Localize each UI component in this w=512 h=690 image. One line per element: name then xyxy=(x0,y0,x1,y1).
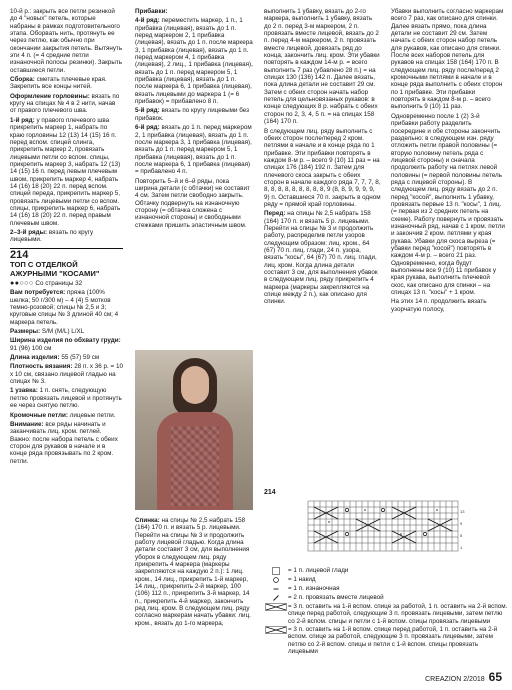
row-label: 1-й ряд: xyxy=(10,116,35,124)
column-1 xyxy=(10,8,123,467)
cable-right-icon xyxy=(264,626,288,634)
section-text: все ряды начинать и заканчивать лиц. кром. петлей. Важно: после набора петель с обеих сторон для рукавов в начале и в конце ряда провязывать по 2 кром. петли. xyxy=(10,420,118,465)
section-heading: Длина изделия: xyxy=(10,354,60,362)
section-text: S/M (M/L) L/XL xyxy=(41,328,85,336)
difficulty-line xyxy=(10,280,123,287)
chart-number: 214 xyxy=(264,489,276,496)
section-heading: Вам потребуется: xyxy=(10,289,66,297)
legend-text: = 3 п. оставить на 1-й вспом. спице перед работой, 1 п. оставить на 2-й вспом. спице за работой, следующие 3 п. провязать лицевыми, затем петлю со 2-й вспом. спицы и петли с 1-й вспом. спицы провязать лицевыми xyxy=(288,626,498,656)
density-section xyxy=(10,363,123,385)
empty-cell-icon xyxy=(264,567,288,575)
section-text: 28 п. x 36 р. = 10 x 10 см, связано лицевой гладью на спицах № 3. xyxy=(10,363,123,386)
row-text: вязать до 1 п. перед маркером 2, 1 прибавка (лицевая), вязать до 1 п. после маркера 3, 1 прибавка (лицевая), вязать до 1 п. перед маркером 5, 1 прибавка (лицевая), вязать до 1 п. после маркера 6, 1 прибавка (лицевая) = прибавлено 4 п. xyxy=(135,124,252,176)
section-heading: Размеры: xyxy=(10,328,41,336)
legend-item xyxy=(264,594,509,602)
svg-text:13: 13 xyxy=(460,509,465,514)
legend-item xyxy=(264,603,509,625)
legend-text: = 2 п. провязать вместе лицевой xyxy=(288,594,384,601)
paragraph: Повторить 5–й и 6–й ряды, пока ширина детали (с обтачки) не составит 4 см. Затем петли свободно закрыть. Обтачку подвернуть на изнаночную сторону (= обтачка сложена с изнаночной стороны) и свободными стежками пришить эластичным швом. xyxy=(135,177,250,229)
paragraph: Убавки выполнить согласно маркерам всего 7 раз, как описано для спинки. Далее вязать прямо, пока длина детали не составит 29 см. Затем начать с обеих сторон набор петель для рукавов, как описано для спинки. После всех наборов петель для рукавов на спицах 158 (164) 170 п. В следующем лиц. ряду после/перед 2 кромочными петлями в начале и в конце ряда выполнить с обеих сторон по 1 прибавке. Эти прибавки повторять в каждом 8-м р. – всего выполнить 9 (10) 11 раз. xyxy=(391,8,504,111)
row-text: вязать по кругу лицевыми. xyxy=(10,228,94,244)
section-heading: 1 узавка: xyxy=(10,387,38,395)
row-label: 6-й ряд: xyxy=(135,124,160,132)
column-2 xyxy=(135,8,253,231)
row-text: переместить маркер, 1 п., 1 прибавка (лицевая), вязать до 1 п. перед маркером 2, 1 прибавка (лицевая), вязать до 1 п. после маркера 3, 1 прибавка (лицевая), вязать до 1 п. перед маркером 4, 1 прибавка (лицевая), 2 лиц., 1 прибавка (лицевая), вязать до 1 п. перед маркером 5, 1 прибавка (лицевая), вязать до 1 п. после маркера 6, 1 прибавка (лицевая), вязать лицевыми до маркера 1 (= 6 прибавок) = прибавлено 8 п. xyxy=(135,17,253,106)
paragraph: 10-й р.: закрыть все петли резинкой до 4 "новых" петель, которые набраны в рамках подготовительного этапа. Оборвать нить, протянуть ее через петлю, как обычно при окончании закрытия петель. Вытянуть эти 4 п. (= 4 средние петли изнаночной полосы резинки). Закрыть оставшиеся петли. xyxy=(10,8,123,74)
band-section xyxy=(10,387,123,409)
paragraph: Одновременно после 1 (2) 3-й прибавки работу разделить посередине и обе стороны закончить раздельно: в следующем изн. ряду отложить петли правой половины (= вторую половину петель ряда с лицевой стороны) и сначала продолжить работу на петлях левой половины (= первой половины петель ряда с лицевой стороны). В следующем лиц. ряду вязать до 2 п. перед "косой", выполнить 1 убавку, провязать первые 13 п. "косы", 1 лиц. (= первая из 2 средних петель на схеме). Работу повернуть и провязать изнаночный ряд, начав с 1 кром. петли и закончив 2 кром. петлями у края рукава. Убавки для скоса выреза (= убавки перед "косой") повторять в каждом 4-м р. – всего 21 раз. Одновременно, когда будут выполнены все 9 (10) 11 прибавок у края рукава, выполнить плечевой скос, как описано для спинки – на спицах 13 п. "косы" + 1 кром. xyxy=(391,112,505,297)
page-reference: Со страницы 32 xyxy=(35,280,83,287)
knitting-chart xyxy=(298,497,473,559)
section-heading: Сборка: xyxy=(10,76,35,84)
row-2-3-section xyxy=(10,229,123,244)
section-text: вязать по кругу на спицах № 4 в 2 нити, начав от правого плечевого шва. xyxy=(10,92,120,115)
legend-item xyxy=(264,567,509,575)
paragraph: выполнить 1 убавку, вязать до 2-го маркера, выполнить 1 убавку, вязать до 2 п. перед 3-м маркером, 2 п. провязать вместе лицевой, вязать до 2 п. перед 4-м маркером, 2 п. провязать вместе лицевой, довязать ряд до конца, закончить лиц. кром. Эти убавки повторять в каждом 14-м р. = всего выполнить 7 раз (убавлено 28 п.) = на спицах 130 (136) 142 п. Далее вязать, пока длина детали не составит 29 см. Затем с обеих сторон начать набор петель для цельновязаных рукавов: в конце следующих 8 р. набрать с обеих сторон по 2, 3, 4, 5 п. = на спицах 158 (164) 170 п. xyxy=(264,8,380,126)
model-photo xyxy=(135,350,253,510)
row-text: у правого плечевого шва прикрепить маркер 1, набрать по краю горловины 12 (13) 14 (15) 16 п. перед вспом. спицей слинга, прикрепить маркер 2, провязать лицевыми петли со вспом. спицы, прикрепить маркер 3, набрать 12 (13) 14 (15) 16 п. перед левым плечевым швом, прикрепить маркер 4, набрать 14 (16) 18 (20) 22 п. перед вспом. спицей переда, прикрепить маркер 5, провязать лицевыми петли со вспом. спицы, прикрепить маркер 6, набрать 14 (16) 18 (20) 22 п. перед правым плечевым швом. xyxy=(10,116,121,227)
section-heading: Прибавки: xyxy=(135,8,168,15)
chart-row-numbers xyxy=(460,509,465,550)
section-heading: Ширина изделия по обхвату груди: xyxy=(10,337,121,345)
row-label: 2–3-й ряды: xyxy=(10,228,48,236)
section-heading: Перед: xyxy=(264,210,286,218)
legend-text: = 1 п. лицевой глади xyxy=(288,567,349,574)
sizes-section xyxy=(10,328,123,335)
pattern-title: ТОП С ОТДЕЛКОЙ АЖУРНЫМИ "КОСАМИ" xyxy=(10,260,100,278)
row-label: 4-й ряд: xyxy=(135,17,160,25)
yarn-over-icon xyxy=(264,576,288,584)
section-text: лицевые петли. xyxy=(69,411,116,419)
materials-section xyxy=(10,289,123,326)
note-section xyxy=(10,421,123,465)
paragraph: На этих 14 п. продолжить вязать узорчатую полосу, xyxy=(391,298,487,313)
legend-item xyxy=(264,576,509,584)
issue-label: CREAZION 2/2018 xyxy=(425,676,485,683)
row-label: 5-й ряд: xyxy=(135,107,160,115)
row-text: вязать по кругу лицевыми без прибавок. xyxy=(135,107,250,122)
svg-text:9: 9 xyxy=(460,521,463,526)
neckband-section xyxy=(10,93,123,115)
difficulty-dots: ●●○○○ xyxy=(10,280,34,287)
row-5-section xyxy=(135,107,253,122)
column-3 xyxy=(264,8,381,308)
legend-text: = 1 накид xyxy=(288,576,316,583)
section-heading: Плотность вязания: xyxy=(10,363,73,371)
legend-text: = 1 п. изнаночная xyxy=(288,585,340,592)
edge-section xyxy=(10,412,123,419)
section-text: сметать плечевые края. Закрепить все концы нитей. xyxy=(10,76,107,91)
row-6-section xyxy=(135,124,253,175)
cable-left-icon xyxy=(264,603,288,611)
page-number: 65 xyxy=(488,670,502,684)
pattern-number: 214 xyxy=(10,248,29,261)
section-text: на спицы № 2,5 набрать 158 (164) 170 п. и вязать 5 р. лицевыми. Перейти на спицы № 3 и продолжить работу, распределив петли узоров следующим образом: лиц. кром., 64 (67) 70 п. лиц. глади, 24 п. узора, вязать "косы", 64 (67) 70 п. лиц. глади, лиц. кром. Когда длина детали составит 3 см, для выполнения убавок в следующем лиц. ряду прикрепить 4 маркера (маркеры закрепляются на спице между 2 п.), как описано для спинки. xyxy=(264,210,378,306)
section-heading: Оформление горловины: xyxy=(10,92,90,100)
dash-icon xyxy=(264,585,288,593)
legend-item xyxy=(264,626,509,655)
column-2-lower xyxy=(135,517,253,627)
chart-purls xyxy=(328,510,438,534)
assembly-section xyxy=(10,76,123,91)
photo-lace xyxy=(171,426,219,506)
length-section xyxy=(10,354,123,361)
svg-text:1: 1 xyxy=(460,545,463,550)
width-section xyxy=(10,337,123,352)
row-4-section xyxy=(135,17,253,105)
section-text: 55 (57) 59 см xyxy=(61,354,100,362)
chart-legend xyxy=(264,567,509,656)
page-footer xyxy=(425,670,502,684)
section-text: на спицы № 2,5 набрать 158 (164) 170 п. и вязать 5 р. лицевыми. Перейти на спицы № 3 и продолжить работу лицевой гладью. Когда длина детали составит 3 см, для выполнения уборок в следующем лиц. ряду прикрепить 4 маркера (маркеры закрепляются на каждую 2 п.): 1 лиц. кром., 14 лиц., прикрепить 1-й маркер, 14 лиц., прикрепить 2-й маркер, 100 (106) 112 п., прикрепить 3-й маркер, 14 п., прикрепить 4-й маркер, закончить ряд лиц. кром. В следующем лиц. ряду согласно маркерам начать убавки: лиц. кром., вязать до 1-го маркера, xyxy=(135,517,251,627)
paragraph: В следующем лиц. ряду выполнить с обеих сторон после/перед 2 кром. петлями в начале и в конце ряда по 1 прибавке. Эти прибавки повторять в каждом 8-м р. – всего 9 (10) 11 раз = на спицах 176 (184) 192 п. Затем для плечевого скоса закрыть с обеих сторон в начале каждого ряда 7, 7, 7, 8, 8, 8, 8, 8, 8, 8, 8, 8, 8, 9 (8, 8, 9, 9, 9, 9, 9) п. Оставшиеся 70 п. закрыть в одном ряду = прямой край горловины. xyxy=(264,127,381,208)
svg-text:5: 5 xyxy=(460,533,463,538)
section-heading: Кромочные петли: xyxy=(10,411,68,419)
section-text: пряжа (100% шелка; 50 г/300 м) – 4 (4) 5 мотков темно-розовой; спицы № 2,5 и 3; круговые спицы № 3 длиной 40 см; 4 маркера петель. xyxy=(10,289,119,326)
back-section xyxy=(135,517,253,627)
legend-text: = 3 п. оставить на 1-й вспом. спице за работой, 1 п. оставить на 2-й вспом. спице перед работой, следующие 3 п. провязать лицевыми, затем петлю со 2-й вспом. спицы и петли с 1-й вспом. спицы провязать лицевыми xyxy=(288,603,508,625)
front-section xyxy=(264,210,381,305)
photo-face xyxy=(181,366,209,404)
section-heading: Внимание: xyxy=(10,420,44,428)
legend-item xyxy=(264,585,509,593)
sleeve-heading-line xyxy=(135,8,253,15)
k2tog-icon xyxy=(264,594,288,602)
section-heading: Спинка: xyxy=(135,517,160,524)
row-1-section xyxy=(10,117,123,227)
section-text: 1 п. снять, следующую петлю провязать лицевой и протянуть ее через снятую петлю. xyxy=(10,387,122,410)
column-4 xyxy=(391,8,505,315)
section-text: 91 (96) 100 см xyxy=(10,344,52,352)
